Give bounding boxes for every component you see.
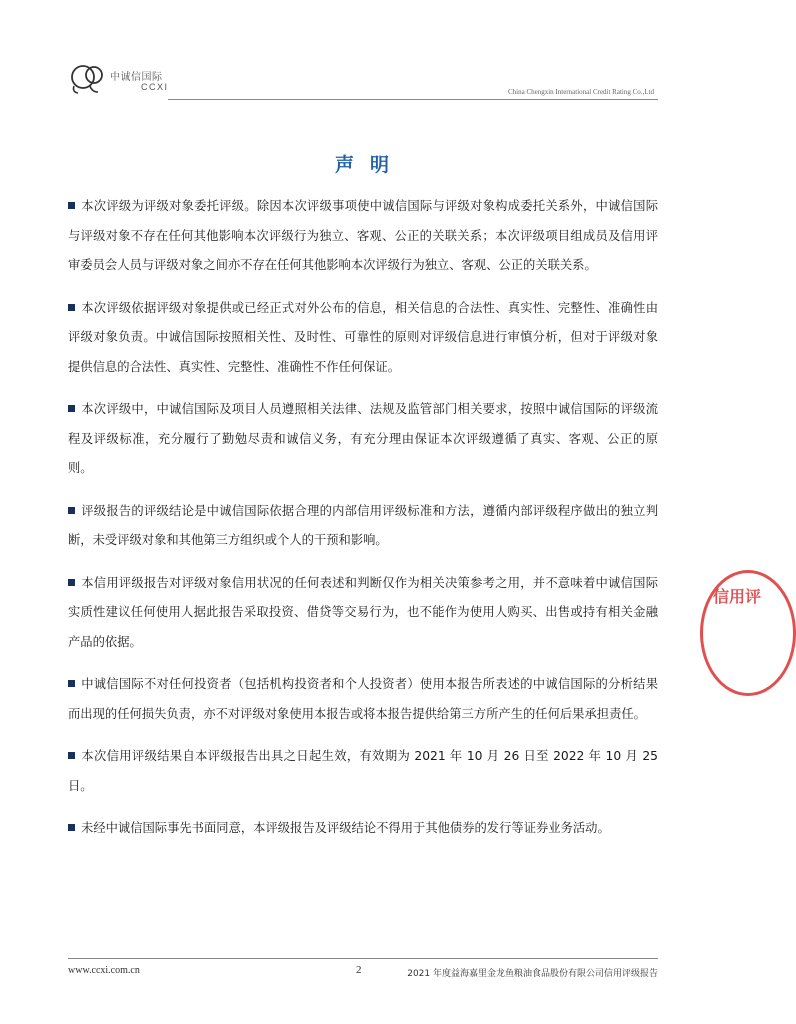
square-bullet-icon: [68, 405, 75, 412]
page-title: 声明: [334, 154, 405, 176]
statement-text: 本次信用评级结果自本评级报告出具之日起生效，有效期为 2021 年 10 月 26 日至 2022 年 10 月 25 日。: [68, 749, 658, 793]
statement-text: 本信用评级报告对评级对象信用状况的任何表述和判断仅作为相关决策参考之用，并不意味着中诚信国际实质性建议任何使用人据此报告采取投资、借贷等交易行为，也不能作为使用人购买、出售或持有相关金融产品的依据。: [68, 575, 658, 649]
statement-item: [68, 670, 658, 729]
ccxi-logo-icon: [68, 62, 108, 96]
statement-text: 中诚信国际不对任何投资者（包括机构投资者和个人投资者）使用本报告所表述的中诚信国际的分析结果而出现的任何损失负责，亦不对评级对象使用本报告或将本报告提供给第三方所产生的任何后果承担责任。: [68, 677, 658, 721]
statement-text: 本次评级依据评级对象提供或已经正式对外公布的信息，相关信息的合法性、真实性、完整性、准确性由评级对象负责。中诚信国际按照相关性、及时性、可靠性的原则对评级信息进行审慎分析，但对于评级对象提供信息的合法性、真实性、完整性、准确性不作任何保证。: [68, 300, 658, 374]
statement-item: [68, 742, 658, 801]
statement-text: 评级报告的评级结论是中诚信国际依据合理的内部信用评级标准和方法，遵循内部评级程序做出的独立判断，未受评级对象和其他第三方组织或个人的干预和影响。: [68, 503, 658, 547]
logo-english-name: CCXI: [141, 82, 169, 92]
square-bullet-icon: [68, 507, 75, 514]
square-bullet-icon: [68, 202, 75, 209]
square-bullet-icon: [68, 304, 75, 311]
statement-item: [68, 294, 658, 383]
company-english-name: China Chengxin International Credit Rating Co.,Ltd: [507, 88, 654, 96]
logo-chinese-name: 中诚信国际: [110, 72, 163, 83]
statement-text: 本次评级为评级对象委托评级。除因本次评级事项使中诚信国际与评级对象构成委托关系外，中诚信国际与评级对象不存在任何其他影响本次评级行为独立、客观、公正的关联关系；本次评级项目组成员及信用评审委员会人员与评级对象之间亦不存在任何其他影响本次评级行为独立、客观、公正的关联关系。: [68, 199, 658, 272]
square-bullet-icon: [68, 824, 75, 831]
stamp-text: 信用评: [713, 587, 762, 606]
square-bullet-icon: [68, 752, 75, 759]
statement-text: 未经中诚信国际事先书面同意，本评级报告及评级结论不得用于其他债券的发行等证券业务活动。: [81, 821, 610, 835]
statement-list: [68, 192, 658, 857]
footer-report-title: 2021 年度益海嘉里金龙鱼粮油食品股份有限公司信用评级报告: [407, 969, 658, 979]
statement-item: [68, 569, 658, 658]
statement-item: [68, 497, 658, 556]
statement-item: [68, 814, 658, 844]
statement-text: 本次评级中，中诚信国际及项目人员遵照相关法律、法规及监管部门相关要求，按照中诚信国际的评级流程及评级标准，充分履行了勤勉尽责和诚信义务，有充分理由保证本次评级遵循了真实、客观、公正的原则。: [68, 402, 658, 475]
statement-item: [68, 192, 658, 281]
red-seal-stamp: [700, 570, 796, 696]
square-bullet-icon: [68, 680, 75, 687]
footer-website: www.ccxi.com.cn: [68, 965, 140, 976]
page-header: [68, 60, 658, 100]
page-footer: [68, 958, 658, 983]
header-divider: [168, 99, 658, 100]
page-number: 2: [356, 964, 362, 976]
square-bullet-icon: [68, 579, 75, 586]
statement-item: [68, 395, 658, 484]
